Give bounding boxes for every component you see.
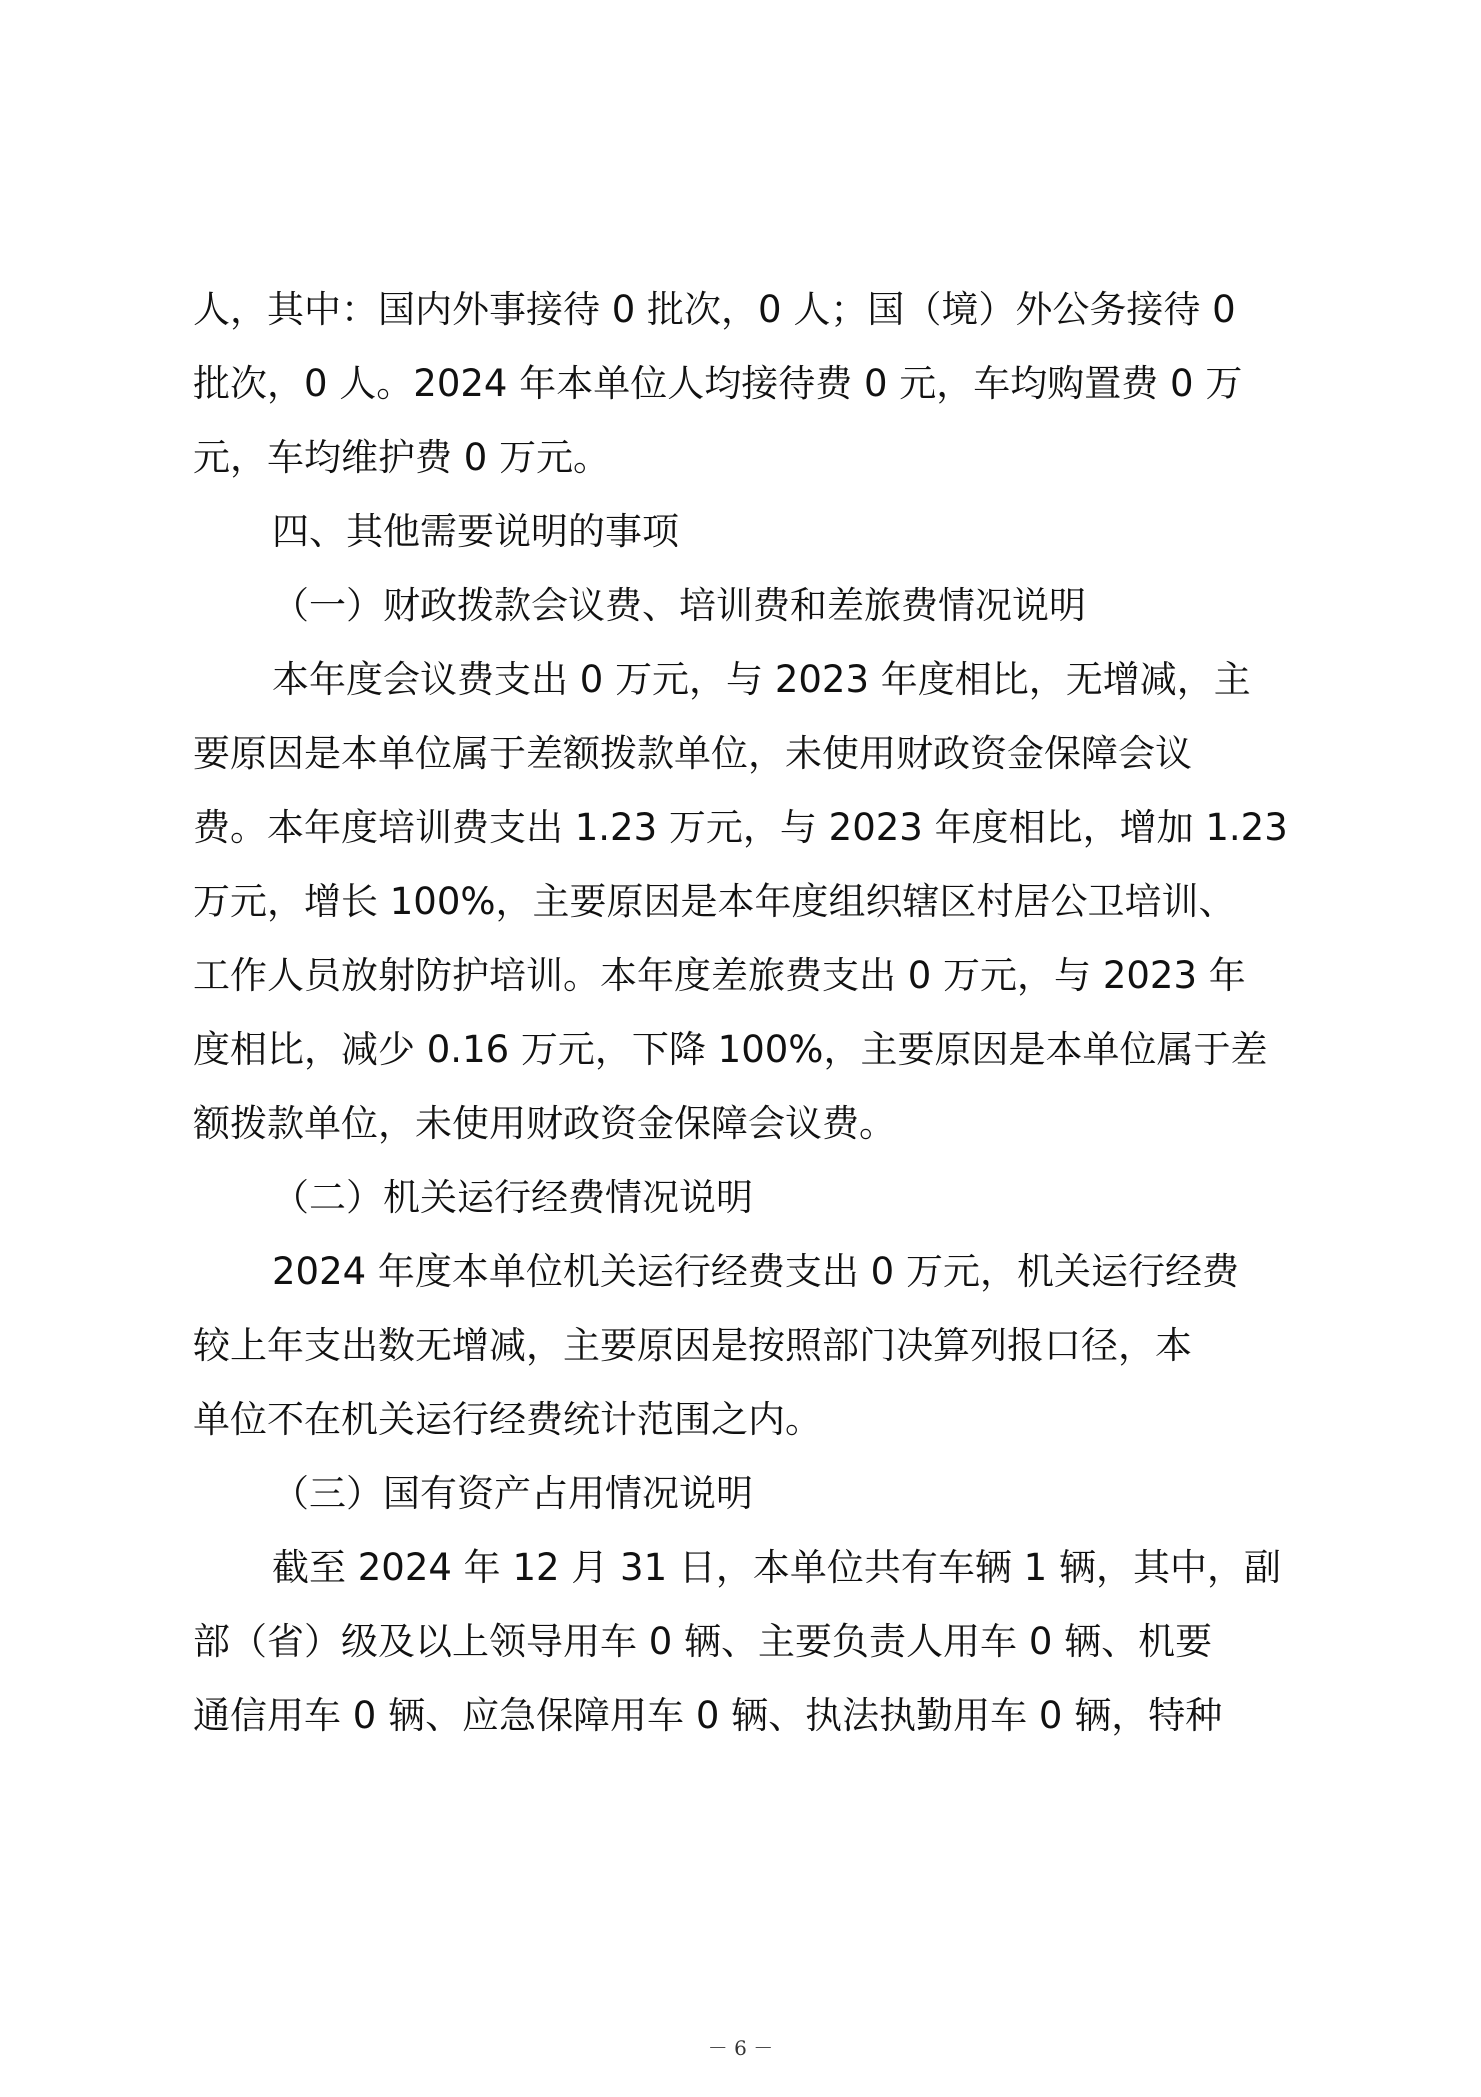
text-line-18: 截至 2024 年 12 月 31 日，本单位共有车辆 1 辆，其中，副 [272, 1546, 1281, 1589]
text-line-16: 单位不在机关运行经费统计范围之内。 [193, 1398, 822, 1441]
text-line-11: 度相比，减少 0.16 万元，下降 100%，主要原因是本单位属于差 [193, 1028, 1268, 1071]
subsection-heading-2: （二）机关运行经费情况说明 [272, 1176, 753, 1219]
section-heading-4: 四、其他需要说明的事项 [272, 510, 679, 553]
text-line-1: 人，其中：国内外事接待 0 批次，0 人；国（境）外公务接待 0 [193, 288, 1236, 331]
subsection-heading-1: （一）财政拨款会议费、培训费和差旅费情况说明 [272, 584, 1086, 627]
text-line-15: 较上年支出数无增减，主要原因是按照部门决算列报口径，本 [193, 1324, 1192, 1367]
text-line-7: 要原因是本单位属于差额拨款单位，未使用财政资金保障会议 [193, 732, 1192, 775]
text-line-19: 部（省）级及以上领导用车 0 辆、主要负责人用车 0 辆、机要 [193, 1620, 1213, 1663]
text-line-12: 额拨款单位，未使用财政资金保障会议费。 [193, 1102, 896, 1145]
text-line-6: 本年度会议费支出 0 万元，与 2023 年度相比，无增减，主 [272, 658, 1251, 701]
text-line-14: 2024 年度本单位机关运行经费支出 0 万元，机关运行经费 [272, 1250, 1239, 1293]
text-line-20: 通信用车 0 辆、应急保障用车 0 辆、执法执勤用车 0 辆，特种 [193, 1694, 1223, 1737]
text-line-9: 万元，增长 100%，主要原因是本年度组织辖区村居公卫培训、 [193, 880, 1236, 923]
text-line-8: 费。本年度培训费支出 1.23 万元，与 2023 年度相比，增加 1.23 [193, 806, 1288, 849]
page-number: － 6 － [707, 2036, 774, 2060]
text-line-2: 批次，0 人。2024 年本单位人均接待费 0 元，车均购置费 0 万 [193, 362, 1243, 405]
text-line-3: 元，车均维护费 0 万元。 [193, 436, 611, 479]
subsection-heading-3: （三）国有资产占用情况说明 [272, 1472, 753, 1515]
text-line-10: 工作人员放射防护培训。本年度差旅费支出 0 万元，与 2023 年 [193, 954, 1246, 997]
